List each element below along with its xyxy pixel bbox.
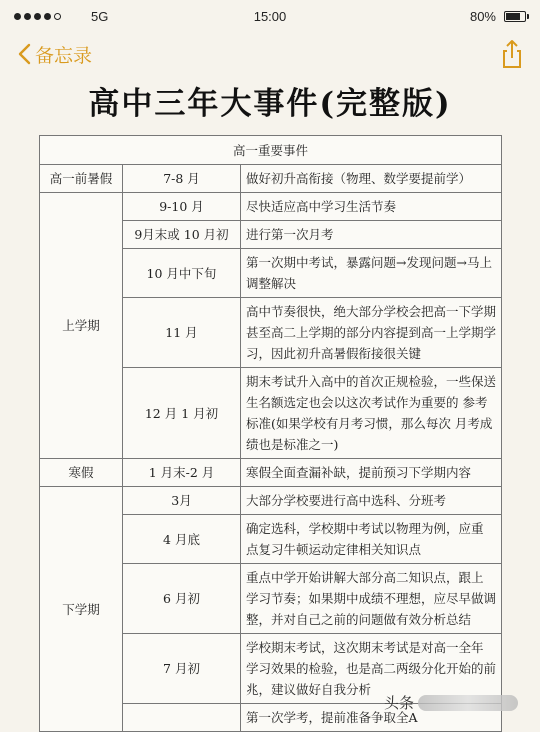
- events-table: [39, 135, 502, 732]
- table-header-row: [40, 136, 502, 165]
- watermark: [384, 692, 518, 713]
- time-cell: 10 月中下旬: [123, 249, 241, 298]
- watermark-blur: [418, 695, 518, 711]
- time-cell: 1 月末-2 月: [123, 459, 241, 487]
- back-button[interactable]: [18, 41, 92, 68]
- table-row: [40, 459, 502, 487]
- share-icon: [496, 38, 528, 70]
- time-cell: 4 月底: [123, 515, 241, 564]
- status-right: [470, 9, 526, 24]
- description-cell: 第一次学考，提前准备争取全A: [241, 704, 502, 732]
- battery-icon: [504, 11, 526, 22]
- time-cell: 7 月初: [123, 634, 241, 704]
- time-cell: 9月末或 10 月初: [123, 221, 241, 249]
- table-row: [40, 487, 502, 515]
- document-title: 高中三年大事件(完整版): [88, 86, 452, 122]
- time-cell: 12 月 1 月初: [123, 368, 241, 459]
- period-cell: 高一前暑假: [40, 165, 123, 193]
- status-left: [14, 9, 108, 24]
- description-cell: 学校期末考试，这次期末考试是对高一全年 学习效果的检验，也是高二两级分化开始的前兆，建议做好自我分析: [241, 634, 502, 704]
- table-row: [40, 193, 502, 221]
- description-cell: 第一次期中考试，暴露问题→发现问题→马上调整解决: [241, 249, 502, 298]
- description-cell: 确定选科，学校期中考试以物理为例，应重 点复习牛顿运动定律相关知识点: [241, 515, 502, 564]
- nav-bar: [0, 32, 540, 76]
- description-cell: 大部分学校要进行高中选科、分班考: [241, 487, 502, 515]
- carrier-label: 5G: [91, 8, 109, 24]
- share-button[interactable]: [496, 38, 528, 70]
- battery-percent: 80%: [469, 8, 496, 24]
- description-cell: 高中节奏很快，绝大部分学校会把高一下学期甚至高二上学期的部分内容提到高一上学期学习，因此初升高暑假衔接很关键: [241, 298, 502, 368]
- signal-strength-icon: [14, 13, 61, 20]
- time-cell: 6 月初: [123, 564, 241, 634]
- time-cell: 3月: [123, 487, 241, 515]
- period-cell: 寒假: [40, 459, 123, 487]
- description-cell: 做好初升高衔接（物理、数学要提前学）: [241, 165, 502, 193]
- chevron-left-icon: [18, 43, 31, 65]
- time-cell: 9-10 月: [123, 193, 241, 221]
- time-cell: 7-8 月: [123, 165, 241, 193]
- back-label: 备忘录: [35, 44, 93, 67]
- status-bar: [0, 0, 540, 32]
- time-cell: [123, 704, 241, 732]
- period-cell: 下学期: [40, 487, 123, 732]
- period-cell: 上学期: [40, 193, 123, 459]
- description-cell: 尽快适应高中学习生活节奏: [241, 193, 502, 221]
- description-cell: 寒假全面查漏补缺，提前预习下学期内容: [241, 459, 502, 487]
- clock: 15:00: [253, 8, 287, 24]
- table-row: [40, 165, 502, 193]
- description-cell: 进行第一次月考: [241, 221, 502, 249]
- watermark-text: 头条: [384, 694, 415, 712]
- description-cell: 期末考试升入高中的首次正规检验，一些保送生名额选定也会以这次考试作为重要的 参考标准(如果学校有月考习惯，那么每次 月考成绩也是标准之一): [241, 368, 502, 459]
- time-cell: 11 月: [123, 298, 241, 368]
- table-header: 高一重要事件: [40, 136, 502, 165]
- description-cell: 重点中学开始讲解大部分高二知识点，跟上 学习节奏；如果期中成绩不理想，应尽早做调整，并对自己之前的问题做有效分析总结: [241, 564, 502, 634]
